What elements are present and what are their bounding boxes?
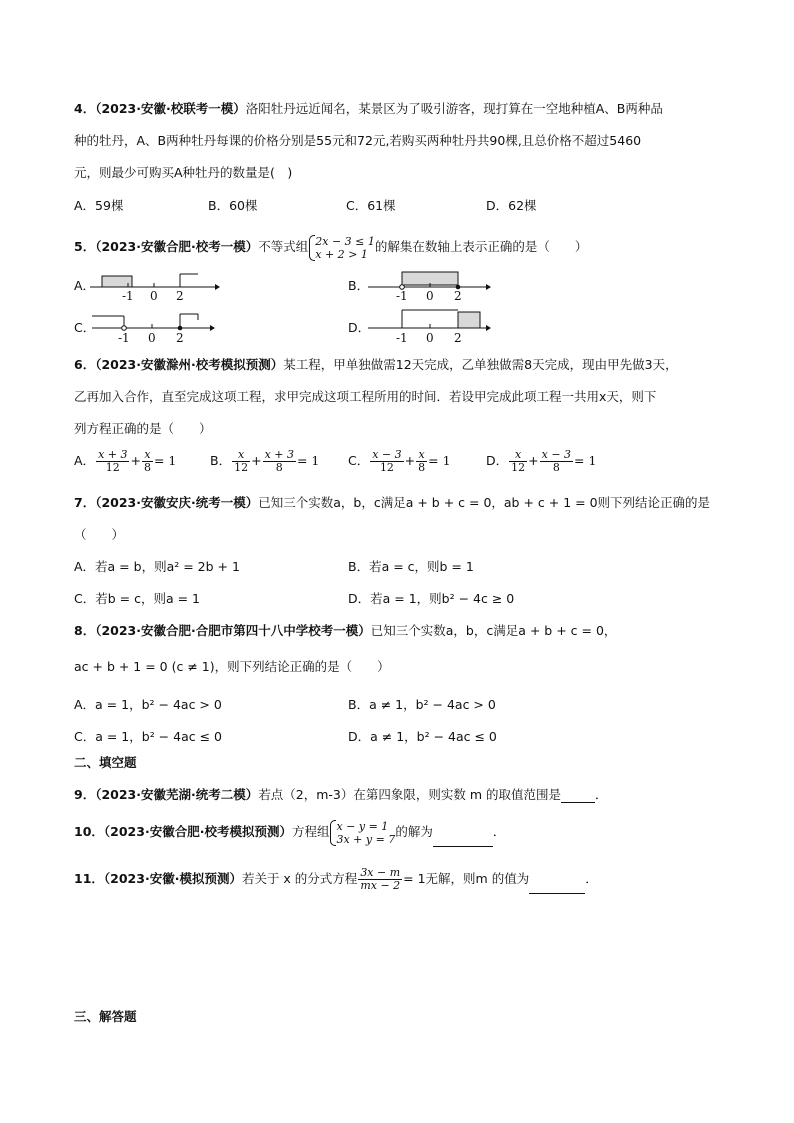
- q5-number-line-c: [92, 308, 218, 344]
- q11-answer-blank[interactable]: [529, 879, 585, 894]
- q4-line1: [74, 101, 663, 117]
- q6-option-c: [348, 449, 451, 474]
- q6d-eq: = 1: [574, 453, 597, 468]
- q11-number: 11．: [74, 871, 104, 886]
- q7-text-1: 已知三个实数a，b，c满足a + b + c = 0，ab + c + 1 = 0则下列结论正确的是: [258, 495, 711, 510]
- q9-line: [74, 787, 607, 803]
- q6c-den-1: 12: [379, 461, 394, 474]
- q6a-den-1: 12: [105, 461, 120, 474]
- q9-text: 若点（2，m-3）在第四象限，则实数 m 的取值范围是: [258, 787, 561, 802]
- q10-number: 10．: [74, 824, 104, 839]
- q7-option-a: A．若a = b，则a² = 2b + 1: [74, 559, 240, 574]
- q8-option-c: C．a = 1，b² − 4ac ≤ 0: [74, 729, 222, 744]
- q10-source: （2023·安徽合肥·校考模拟预测）: [103, 824, 292, 839]
- q6-line3: 列方程正确的是（ ）: [74, 421, 212, 436]
- q6b-den-1: 12: [234, 461, 249, 474]
- q6-source: （2023·安徽滁州·校考模拟预测）: [95, 357, 284, 372]
- q11-frac-num: 3x − m: [360, 866, 401, 879]
- q6-line2: 乙再加入合作，直至完成这项工程，求甲完成这项工程所用的时间．若设甲完成此项工程一共用x天，则下: [74, 389, 657, 404]
- q7-option-b: B．若a = c，则b = 1: [348, 559, 474, 574]
- q5d-tick-0: 0: [426, 331, 434, 344]
- q6d-den-2: 8: [552, 461, 560, 474]
- q6b-plus: +: [251, 453, 262, 468]
- q5b-tick-m1: -1: [396, 289, 408, 302]
- q6a-eq: = 1: [153, 453, 177, 468]
- q8-number: 8．: [74, 623, 96, 638]
- q6c-num-2: x: [416, 449, 427, 462]
- q6c-eq: = 1: [428, 453, 451, 468]
- q4-line3: 元，则最少可购买A种牡丹的数量是( ): [74, 165, 293, 180]
- q6b-num-1: x: [232, 449, 250, 462]
- q6-number: 6．: [74, 357, 96, 372]
- q6c-frac-1: [370, 449, 403, 474]
- q11-pre: 若关于 x 的分式方程: [241, 871, 358, 886]
- q8-text-1: 已知三个实数a，b，c满足a + b + c = 0，: [370, 623, 617, 638]
- q5-number-line-b: [368, 266, 494, 302]
- q8-option-d: D．a ≠ 1，b² − 4ac ≤ 0: [348, 729, 497, 744]
- q6d-num-2: x − 3: [541, 448, 572, 461]
- q5c-tick-2: 2: [176, 331, 184, 344]
- q6b-frac-2: [263, 449, 296, 474]
- q6c-num-1: x − 3: [372, 448, 402, 461]
- q6-option-b: [210, 449, 319, 474]
- q5c-tick-m1: -1: [118, 331, 130, 344]
- q5d-tick-m1: -1: [396, 331, 408, 344]
- q8-source: （2023·安徽合肥·合肥市第四十八中学校考一模）: [95, 623, 371, 638]
- q6a-num-1: x + 3: [98, 448, 128, 461]
- q5-label-b: B．: [348, 278, 370, 293]
- q6c-frac-2: [416, 449, 427, 474]
- q5a-tick-m1: -1: [122, 289, 134, 302]
- q6c-plus: +: [404, 453, 416, 468]
- q8-option-b: B．a ≠ 1，b² − 4ac > 0: [348, 697, 496, 712]
- q4-option-b: B．60棵: [208, 198, 258, 213]
- q5b-tick-0: 0: [426, 289, 434, 302]
- q10-pre: 方程组: [291, 824, 330, 839]
- q6a-frac-1: [96, 449, 129, 474]
- q5-label-a: A．: [74, 278, 96, 293]
- q9-answer-blank[interactable]: [561, 788, 595, 803]
- q7-line1: [74, 495, 710, 511]
- q5-source: （2023·安徽合肥·校考一模）: [95, 239, 259, 254]
- q11-mid: = 1无解，则m 的值为: [403, 871, 530, 886]
- q8-line1: [74, 623, 616, 639]
- q5b-tick-2: 2: [454, 289, 462, 302]
- q11-line: [74, 864, 598, 894]
- q4-option-c: C．61棵: [346, 198, 396, 213]
- q10-line: [74, 817, 505, 847]
- q5-label-c: C．: [74, 320, 96, 335]
- q8-line2: ac + b + 1 = 0 (c ≠ 1)，则下列结论正确的是（ ）: [74, 659, 390, 674]
- q6-line1: [74, 357, 678, 373]
- q6d-frac-2: [540, 449, 573, 474]
- section-fill-in-blank: 二、填空题: [74, 755, 137, 770]
- q7-number: 7．: [74, 495, 96, 510]
- q4-text-1: 洛阳牡丹远近闻名，某景区为了吸引游客，现打算在一空地种植A、B两种品: [245, 101, 663, 116]
- q6-text-1: 某工程，甲单独做需12天完成，乙单独做需8天完成，现由甲先做3天，: [283, 357, 678, 372]
- q7-line2: （ ）: [74, 527, 125, 542]
- q10-post: 的解为: [395, 824, 433, 839]
- q6-label-d: D．: [486, 453, 509, 468]
- q5-pre: 不等式组: [258, 239, 309, 254]
- q9-end: ．: [594, 787, 608, 802]
- q6d-plus: +: [528, 453, 539, 468]
- q4-line2: 种的牡丹，A、B两种牡丹每课的价格分别是55元和72元,若购买两种牡丹共90棵,且总价格不超过5460: [74, 133, 642, 148]
- q6a-frac-2: [142, 449, 153, 474]
- q8-option-a: A．a = 1，b² − 4ac > 0: [74, 697, 222, 712]
- q7-option-d: D．若a = 1，则b² − 4c ≥ 0: [348, 591, 515, 606]
- q9-number: 9．: [74, 787, 96, 802]
- q4-source: （2023·安徽·校联考一模）: [95, 101, 246, 116]
- q6-label-a: A．: [74, 453, 96, 468]
- q5-line1: [74, 233, 587, 261]
- q7-option-c: C．若b = c，则a = 1: [74, 591, 200, 606]
- q11-frac-den: mx − 2: [360, 879, 401, 892]
- q5-number: 5．: [74, 239, 96, 254]
- q6b-num-2: x + 3: [264, 448, 294, 461]
- section-answer-questions: 三、解答题: [74, 1009, 137, 1024]
- q6a-plus: +: [130, 453, 141, 468]
- q5a-tick-2: 2: [176, 289, 184, 302]
- q6b-den-2: 8: [275, 461, 283, 474]
- q5-ineq-2: x + 2 > 1: [315, 247, 368, 261]
- q6c-den-2: 8: [418, 461, 426, 474]
- q5-label-d: D．: [348, 320, 371, 335]
- q11-end: ．: [585, 871, 598, 886]
- q6d-frac-1: [509, 449, 527, 474]
- q6-label-b: B．: [210, 453, 232, 468]
- q10-end: ．: [492, 824, 506, 839]
- q10-equation-system: [329, 820, 395, 846]
- q6-label-c: C．: [348, 453, 370, 468]
- q5-number-line-a: [90, 270, 220, 302]
- q5-post: 的解集在数轴上表示正确的是（ ）: [374, 239, 588, 254]
- q6-option-a: [74, 449, 176, 474]
- q5c-tick-0: 0: [148, 331, 156, 344]
- q10-eq-2: 3x + y = 7: [336, 832, 396, 846]
- q4-option-d: D．62棵: [486, 198, 537, 213]
- q5-ineq-1: 2x − 3 ≤ 1: [315, 234, 375, 248]
- q11-source: （2023·安徽·模拟预测）: [103, 871, 242, 886]
- q5-inequality-system: [308, 235, 375, 261]
- q10-answer-blank[interactable]: [433, 832, 493, 847]
- q6b-frac-1: [232, 449, 250, 474]
- q7-source: （2023·安徽安庆·统考一模）: [95, 495, 259, 510]
- q6-option-d: [486, 449, 596, 474]
- q6d-den-1: 12: [511, 461, 526, 474]
- q6b-eq: = 1: [296, 453, 320, 468]
- q10-eq-1: x − y = 1: [336, 819, 389, 833]
- q9-source: （2023·安徽芜湖·统考二模）: [95, 787, 259, 802]
- q5a-tick-0: 0: [150, 289, 158, 302]
- q6d-num-1: x: [509, 449, 527, 462]
- q5-number-line-d: [368, 306, 494, 344]
- q6a-den-2: 8: [143, 461, 151, 474]
- q4-option-a: A．59棵: [74, 198, 124, 213]
- q6a-num-2: x: [142, 449, 153, 462]
- q11-fraction: [358, 867, 402, 892]
- q4-number: 4．: [74, 101, 96, 116]
- q5d-tick-2: 2: [454, 331, 462, 344]
